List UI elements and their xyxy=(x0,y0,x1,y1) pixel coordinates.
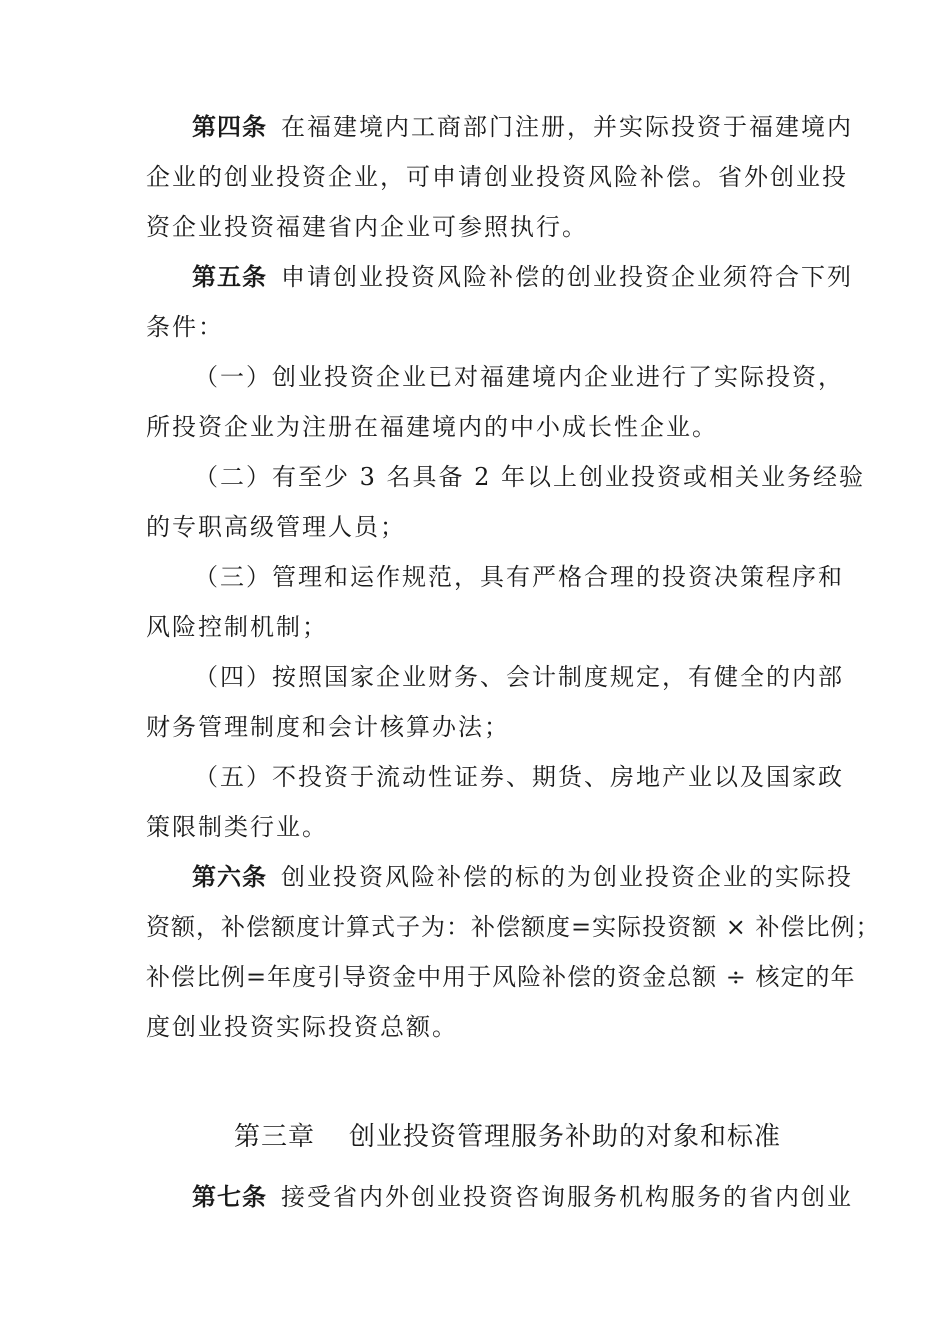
article-5-item-3-line-1: （三）管理和运作规范，具有严格合理的投资决策程序和 xyxy=(194,563,844,591)
article-5-item-1-line-2: 所投资企业为注册在福建境内的中小成长性企业。 xyxy=(146,413,718,441)
article-7-line-1: 第七条 接受省内外创业投资咨询服务机构服务的省内创业 xyxy=(192,1182,853,1211)
article-5-item-4-line-1: （四）按照国家企业财务、会计制度规定，有健全的内部 xyxy=(194,663,844,691)
chapter-title: 创业投资管理服务补助的对象和标准 xyxy=(349,1122,782,1152)
chapter-number: 第三章 xyxy=(234,1122,316,1152)
article-6-line-4: 度创业投资实际投资总额。 xyxy=(146,1013,458,1041)
article-4-line-1: 第四条 在福建境内工商部门注册，并实际投资于福建境内 xyxy=(192,112,853,141)
article-5-line-1: 第五条 申请创业投资风险补偿的创业投资企业须符合下列 xyxy=(192,262,853,291)
article-5-item-5-line-1: （五）不投资于流动性证券、期货、房地产业以及国家政 xyxy=(194,763,844,791)
article-5-item-3-line-2: 风险控制机制； xyxy=(146,613,328,641)
article-5-item-2-line-1: （二）有至少 3 名具备 2 年以上创业投资或相关业务经验 xyxy=(194,463,866,491)
chapter-heading xyxy=(234,1122,781,1152)
article-6-line-3: 补偿比例=年度引导资金中用于风险补偿的资金总额 ÷ 核定的年 xyxy=(146,963,856,991)
article-5-label: 第五条 xyxy=(192,262,267,291)
article-4-label: 第四条 xyxy=(192,112,267,141)
article-5-item-4-line-2: 财务管理制度和会计核算办法； xyxy=(146,713,510,741)
article-6-line-2: 资额，补偿额度计算式子为：补偿额度=实际投资额 × 补偿比例； xyxy=(146,913,881,941)
article-4-line-2: 企业的创业投资企业，可申请创业投资风险补偿。省外创业投 xyxy=(146,163,848,191)
article-4-line-3: 资企业投资福建省内企业可参照执行。 xyxy=(146,213,588,241)
article-6-line-1: 第六条 创业投资风险补偿的标的为创业投资企业的实际投 xyxy=(192,862,853,891)
article-5-item-5-line-2: 策限制类行业。 xyxy=(146,813,328,841)
article-6-label: 第六条 xyxy=(192,862,267,891)
article-5-line-2: 条件： xyxy=(146,313,224,341)
article-5-item-1-line-1: （一）创业投资企业已对福建境内企业进行了实际投资， xyxy=(194,363,844,391)
article-5-item-2-line-2: 的专职高级管理人员； xyxy=(146,513,406,541)
article-7-label: 第七条 xyxy=(192,1182,267,1211)
